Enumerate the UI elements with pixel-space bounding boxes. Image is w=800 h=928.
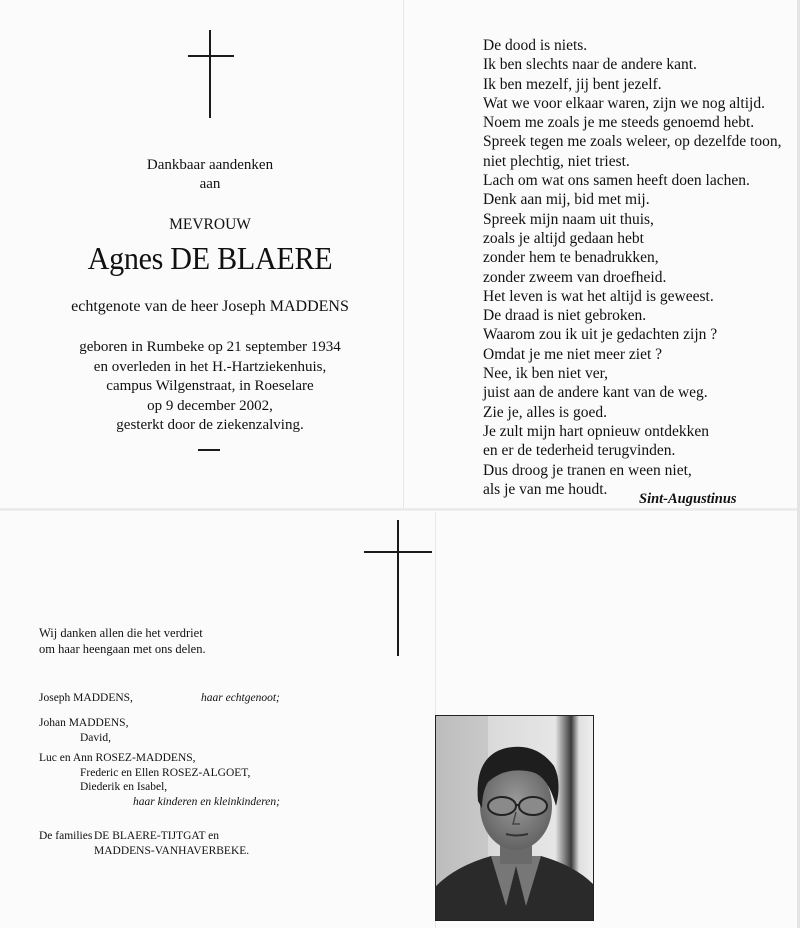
poem-line: Omdat je me niet meer ziet ?: [483, 345, 663, 363]
poem-line: De draad is niet gebroken.: [483, 307, 647, 325]
poem-line: Spreek tegen me zoals weleer, op dezelfde toon,: [483, 133, 782, 151]
poem-line: niet plechtig, niet triest.: [483, 152, 630, 170]
poem-line: zonder zweem van droefheid.: [483, 268, 667, 286]
poem-author: Sint-Augustinus: [639, 491, 737, 507]
poem-line: Spreek mijn naam uit thuis,: [483, 210, 654, 228]
poem: [483, 36, 782, 499]
bio-line: en overleden in het H.-Hartziekenhuis,: [93, 358, 327, 375]
heading: [0, 156, 420, 194]
poem-line: Noem me zoals je me steeds genoemd hebt.: [483, 114, 755, 132]
bio: [0, 338, 420, 436]
poem-line: Zie je, alles is goed.: [483, 403, 607, 421]
families-line: MADDENS-VANHAVERBEKE.: [94, 845, 250, 857]
divider: [198, 449, 220, 451]
bio-line: gesterkt door de ziekenzalving.: [116, 417, 304, 433]
poem-line: en er de tederheid terugvinden.: [483, 442, 676, 460]
portrait-illustration: [436, 716, 594, 921]
family-grandchild: Frederic en Ellen ROSEZ-ALGOET,: [80, 767, 251, 779]
poem-line: Wat we voor elkaar waren, zijn we nog altijd.: [483, 94, 765, 112]
families-prefix: De families: [39, 830, 93, 842]
poem-line: als je van me houdt.: [483, 480, 608, 498]
family-children-role: haar kinderen en kleinkinderen;: [133, 796, 280, 808]
poem-line: Nee, ik ben niet ver,: [483, 365, 609, 383]
poem-line: zonder hem te benadrukken,: [483, 249, 659, 267]
poem-line: Ik ben slechts naar de andere kant.: [483, 56, 697, 74]
thanks-line: Wij danken allen die het verdriet: [39, 626, 203, 640]
poem-line: Denk aan mij, bid met mij.: [483, 191, 650, 209]
poem-line: Waarom zou ik uit je gedachten zijn ?: [483, 326, 718, 344]
portrait-photo: [435, 715, 594, 921]
cross-icon: [364, 520, 432, 656]
bio-line: geboren in Rumbeke op 21 september 1934: [79, 339, 341, 355]
poem-line: Het leven is wat het altijd is geweest.: [483, 287, 714, 305]
title: MEVROUW: [169, 216, 251, 233]
families-line: DE BLAERE-TIJTGAT en: [94, 830, 219, 842]
poem-line: Je zult mijn hart opnieuw ontdekken: [483, 422, 709, 440]
poem-line: zoals je altijd gedaan hebt: [483, 229, 644, 247]
heading-line: aan: [199, 176, 221, 192]
cross-icon: [188, 30, 234, 118]
poem-line: Dus droog je tranen en ween niet,: [483, 461, 692, 479]
poem-line: De dood is niets.: [483, 37, 588, 54]
thanks-text: [39, 625, 206, 657]
family-spouse-name: Joseph MADDENS,: [39, 692, 133, 704]
family-child: Luc en Ann ROSEZ-MADDENS,: [39, 752, 196, 764]
fold-line-horizontal: [0, 508, 800, 511]
family-child: Johan MADDENS,: [39, 717, 129, 729]
family-grandchild: David,: [80, 732, 111, 744]
bio-line: op 9 december 2002,: [147, 397, 273, 414]
poem-line: Ik ben mezelf, jij bent jezelf.: [483, 75, 662, 93]
poem-line: Lach om wat ons samen heeft doen lachen.: [483, 172, 750, 190]
deceased-name: Agnes DE BLAERE: [87, 240, 333, 276]
family-spouse-role: haar echtgenoot;: [201, 692, 280, 704]
spouse-line: echtgenote van de heer Joseph MADDENS: [71, 298, 349, 315]
poem-line: juist aan de andere kant van de weg.: [483, 384, 708, 402]
heading-line: Dankbaar aandenken: [146, 157, 274, 173]
thanks-line: om haar heengaan met ons delen.: [39, 642, 206, 656]
bio-line: campus Wilgenstraat, in Roeselare: [106, 378, 314, 394]
family-grandchild: Diederik en Isabel,: [80, 781, 168, 793]
